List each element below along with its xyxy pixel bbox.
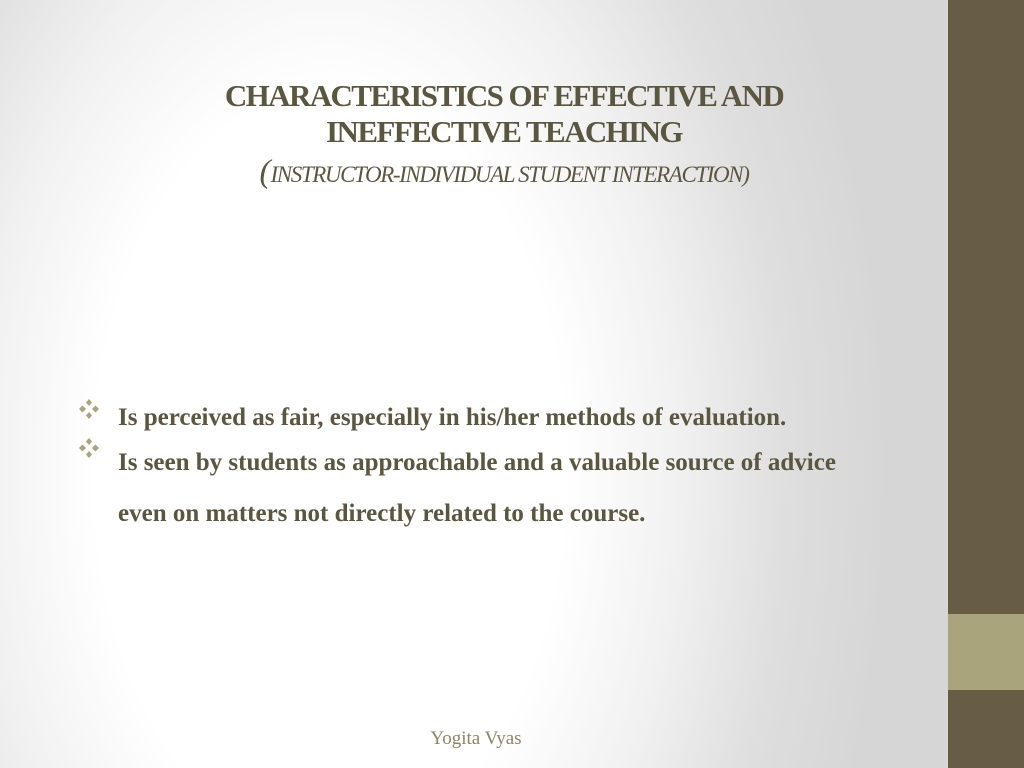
- title-line-1: CHARACTERISTICS OF EFFECTIVE AND: [224, 78, 784, 113]
- bullet-text: Is seen by students as approachable and a valuable source of advice even on matters not directly related to the course.: [118, 449, 836, 527]
- list-item: [78, 398, 888, 437]
- bullet-list: [78, 398, 888, 545]
- bullet-text: Is perceived as fair, especially in his/her methods of evaluation.: [118, 404, 787, 431]
- title-line-2: INEFFECTIVE TEACHING: [326, 114, 682, 149]
- slide-subtitle: [120, 152, 888, 195]
- diamond-cluster-icon: [78, 398, 100, 420]
- footer-author: Yogita Vyas: [430, 728, 522, 749]
- diamond-cluster-icon: [78, 437, 100, 459]
- slide-title: [120, 78, 888, 195]
- subtitle-open-paren: (: [259, 154, 271, 190]
- subtitle-text: INSTRUCTOR-INDIVIDUAL STUDENT INTERACTION): [270, 162, 749, 187]
- sidebar-accent-block: [948, 614, 1024, 690]
- list-item: [78, 437, 888, 539]
